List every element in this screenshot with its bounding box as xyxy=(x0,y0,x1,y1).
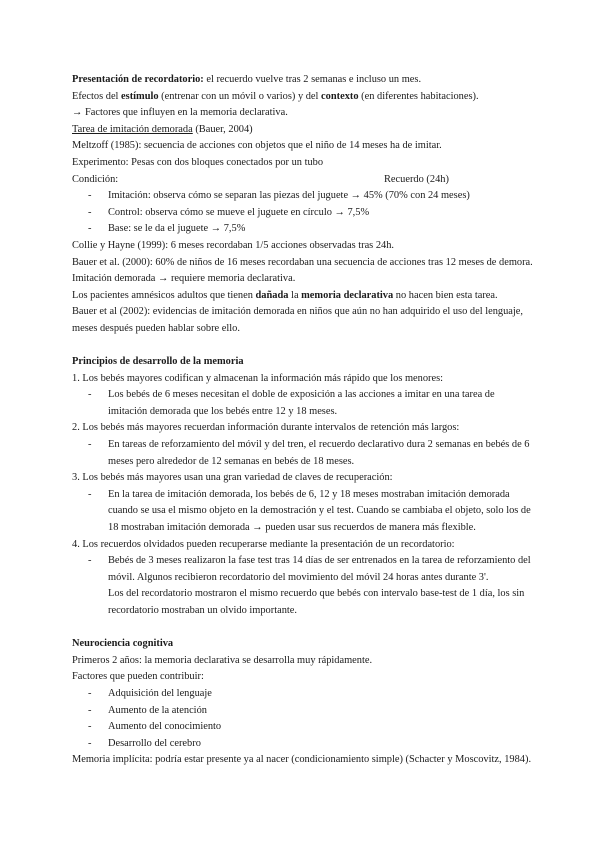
list-item xyxy=(72,188,552,205)
principio-4: 4. Los recuerdos olvidados pueden recuperarse mediante la presentación de un recordatorio: xyxy=(72,538,455,550)
amnesicos-line xyxy=(72,288,552,305)
list-item-text: En tareas de reforzamiento del móvil y del tren, el recuerdo declarativo dura 2 semanas en bebés de 6 xyxy=(108,439,530,451)
meltzoff-line: Meltzoff (1985): secuencia de acciones con objetos que el niño de 14 meses ha de imitar. xyxy=(72,140,442,152)
dash-bullet: - xyxy=(88,488,92,500)
list-item-continuation: imitación demorada que los bebés entre 12 y 18 meses. xyxy=(108,405,338,417)
imitacion-title: Tarea de imitación demorada xyxy=(72,123,193,135)
efectos-text: (en diferentes habitaciones). xyxy=(358,90,479,102)
experimento-line: Experimento: Pesas con dos bloques conectados por un tubo xyxy=(72,156,324,168)
amnesicos-memoria: memoria declarativa xyxy=(301,289,394,301)
document-page xyxy=(72,72,552,769)
list-item xyxy=(72,387,552,404)
dash-bullet: - xyxy=(88,687,92,699)
amnesicos-danada: dañada xyxy=(255,289,289,301)
principios-title: Principios de desarrollo de la memoria xyxy=(72,356,244,368)
list-item xyxy=(72,553,552,570)
dash-bullet: - xyxy=(88,704,92,716)
imitacion-citation: (Bauer, 2004) xyxy=(192,123,253,135)
recordatorio-text: el recuerdo vuelve tras 2 semanas e incluso un mes. xyxy=(203,74,422,85)
list-item-text: Imitación: observa cómo se separan las piezas del juguete → 45% (70% con 24 meses) xyxy=(108,190,470,202)
list-item xyxy=(72,736,552,753)
list-item-text: Aumento del conocimiento xyxy=(108,721,222,733)
spacer xyxy=(72,620,552,637)
imitacion-demorada-line: Imitación demorada → requiere memoria declarativa. xyxy=(72,273,296,285)
list-item-continuation: 18 mostraban imitación demorada → pueden usar sus recuerdos de manera más flexible. xyxy=(108,522,476,534)
factores-contribuir-line: Factores que pueden contribuir: xyxy=(72,671,204,683)
amnesicos-text: la xyxy=(288,289,302,301)
amnesicos-text: no hacen bien esta tarea. xyxy=(393,289,498,301)
list-item-text: Control: observa cómo se mueve el juguete en círculo → 7,5% xyxy=(108,206,370,218)
list-item xyxy=(72,205,552,222)
list-item-text: Base: se le da el juguete → 7,5% xyxy=(108,223,246,235)
implicita-line: Memoria implícita: podría estar presente ya al nacer (condicionamiento simple) (Schacter y Moscovitz, 1984). xyxy=(72,754,532,766)
dash-bullet: - xyxy=(88,223,92,235)
bauer2002-line: Bauer et al (2002): evidencias de imitación demorada en niños que aún no han adquirido el uso del lenguaje, xyxy=(72,306,523,318)
dash-bullet: - xyxy=(88,555,92,567)
bauer2002-line: meses después pueden hablar sobre ello. xyxy=(72,322,240,334)
dash-bullet: - xyxy=(88,190,92,202)
principio-3: 3. Los bebés más mayores usan una gran variedad de claves de recuperación: xyxy=(72,472,393,484)
imitacion-title-line xyxy=(72,122,552,139)
list-item xyxy=(72,487,552,504)
dash-bullet: - xyxy=(88,721,92,733)
list-item-text: Desarrollo del cerebro xyxy=(108,737,201,749)
dash-bullet: - xyxy=(88,389,92,401)
principio-1: 1. Los bebés mayores codifican y almacenan la información más rápido que los menores: xyxy=(72,372,444,384)
recordatorio-title: Presentación de recordatorio: xyxy=(72,74,204,85)
neuro-title: Neurociencia cognitiva xyxy=(72,638,174,650)
principio-2: 2. Los bebés más mayores recuerdan información durante intervalos de retención más largos: xyxy=(72,422,460,434)
list-item-text: En la tarea de imitación demorada, los bebés de 6, 12 y 18 meses mostraban imitación demorada xyxy=(108,488,510,500)
bauer2000-line: Bauer et al. (2000): 60% de niños de 16 meses recordaban una secuencia de acciones tras 12 meses de demora. xyxy=(72,256,533,268)
list-item-continuation: recordatorio mostraban un olvido importante. xyxy=(108,605,297,616)
factores-line: → Factores que influyen en la memoria declarativa. xyxy=(72,107,288,119)
recordatorio-title-line xyxy=(72,72,552,89)
list-item-text: Aumento de la atención xyxy=(108,704,207,716)
list-item xyxy=(72,703,552,720)
dash-bullet: - xyxy=(88,737,92,749)
dash-bullet: - xyxy=(88,206,92,218)
efectos-text: Efectos del xyxy=(72,90,122,102)
spacer xyxy=(72,338,552,355)
list-item-text: Bebés de 3 meses realizaron la fase test tras 14 días de ser entrenados en la tarea de reforzamiento del xyxy=(108,555,531,567)
list-item-continuation: meses pero alrededor de 12 semanas en bebés de 18 meses. xyxy=(108,455,355,467)
list-item-continuation: cuando se usa el mismo objeto en la demostración y el test. Cuando se cambiaba el objeto, solo los de xyxy=(108,505,531,517)
condicion-label: Condición: xyxy=(72,173,119,185)
list-item xyxy=(72,719,552,736)
condicion-line xyxy=(72,172,552,189)
list-item-text: Los bebés de 6 meses necesitan el doble de exposición a las acciones a imitar en una tarea de xyxy=(108,389,495,401)
collie-line: Collie y Hayne (1999): 6 meses recordaban 1/5 acciones observadas tras 24h. xyxy=(72,239,395,251)
list-item-continuation: Los del recordatorio mostraron el mismo recuerdo que bebés con intervalo base-test de 1 día, los sin xyxy=(108,588,525,600)
list-item xyxy=(72,686,552,703)
list-item-continuation: móvil. Algunos recibieron recordatorio del movimiento del móvil 24 horas antes durante 3'. xyxy=(108,571,489,583)
dash-bullet: - xyxy=(88,439,92,451)
recuerdo-label: Recuerdo (24h) xyxy=(384,173,449,185)
amnesicos-text: Los pacientes amnésicos adultos que tienen xyxy=(72,289,256,301)
list-item xyxy=(72,437,552,454)
efectos-line xyxy=(72,89,552,106)
efectos-estimulo: estímulo xyxy=(121,90,159,102)
efectos-text: (entrenar con un móvil o varios) y del xyxy=(158,90,322,102)
list-item-text: Adquisición del lenguaje xyxy=(108,687,212,699)
efectos-contexto: contexto xyxy=(321,90,359,102)
list-item xyxy=(72,221,552,238)
primeros-line: Primeros 2 años: la memoria declarativa se desarrolla muy rápidamente. xyxy=(72,654,373,666)
